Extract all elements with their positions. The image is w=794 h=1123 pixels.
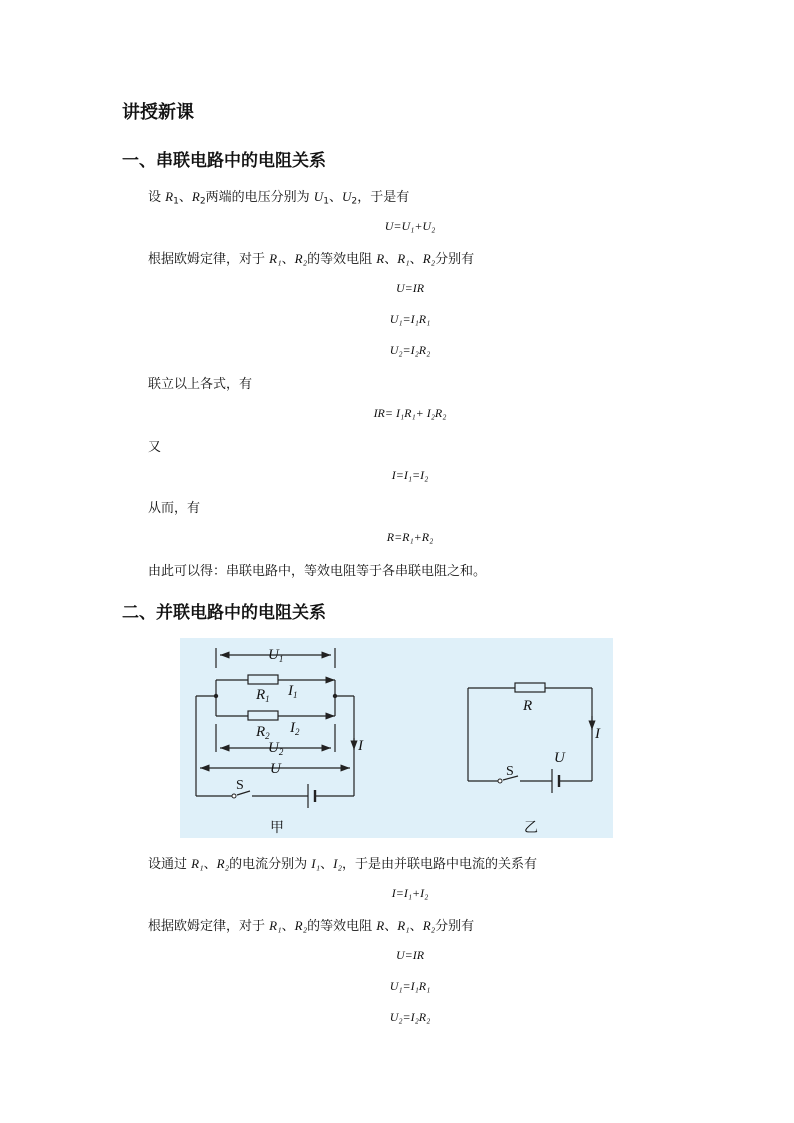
equation-11: U₂=I₂R₂ (389, 1010, 431, 1024)
equation-1: U=U₁+U₂ (384, 219, 436, 233)
caption-yi: 乙 (524, 821, 538, 836)
section1-title: 一、串联电路中的电阻关系 (122, 151, 326, 171)
circuit-figure (180, 638, 613, 838)
equation-3: U₁=I₁R₁ (389, 312, 431, 326)
caption-jia: 甲 (270, 821, 284, 836)
section1-para3: 联立以上各式，有 (148, 377, 253, 392)
right-switch-terminal (498, 779, 502, 783)
section1-para4: 又 (148, 440, 162, 455)
section2-para1: 设通过 R₁、R₂的电流分别为 I₁、I₂，于是由并联电路中电流的关系有 (148, 856, 537, 872)
switch-terminal (232, 794, 236, 798)
section1-para1: 设 $R_1$、$R_2$两端的电压分别为 $U_1$、$U_2$，于是有 (148, 189, 410, 207)
label-u: U (270, 761, 281, 777)
section1-para2: 根据欧姆定律，对于 R₁、R₂的等效电阻 R、R₁、R₂分别有 (148, 251, 475, 267)
label-i2: $I_2$ (290, 720, 300, 737)
label-right-s: S (506, 764, 514, 779)
label-right-i: I (595, 726, 600, 742)
label-u1: $U_1$ (268, 647, 284, 664)
section2-para2: 根据欧姆定律，对于 R₁、R₂的等效电阻 R、R₁、R₂分别有 (148, 918, 475, 934)
equation-4: U₂=I₂R₂ (389, 343, 431, 357)
label-r2: $R_2$ (256, 724, 270, 741)
equation-5: IR= I₁R₁+ I₂R₂ (373, 406, 447, 420)
label-i1: $I_1$ (288, 683, 298, 700)
resistor-r1 (248, 675, 278, 684)
equation-10: U₁=I₁R₁ (389, 979, 431, 993)
equation-2: U=IR (395, 281, 425, 295)
label-s: S (236, 778, 244, 793)
label-i: I (358, 738, 363, 754)
junction-dot-right (333, 694, 337, 698)
label-r: R (523, 698, 533, 714)
label-r1: $R_1$ (256, 687, 270, 704)
resistor-r (515, 683, 545, 692)
circuit-diagram (180, 638, 613, 838)
junction-dot-left (214, 694, 218, 698)
section2-title: 二、并联电路中的电阻关系 (122, 603, 326, 623)
equation-9: U=IR (395, 948, 425, 962)
section1-para5: 从而，有 (148, 501, 201, 516)
equation-8: I=I₁+I₂ (391, 886, 429, 900)
label-right-u: U (554, 750, 565, 766)
equation-7: R=R₁+R₂ (386, 530, 434, 544)
equation-6: I=I₁=I₂ (391, 468, 429, 482)
resistor-r2 (248, 711, 278, 720)
page-heading: 讲授新课 (122, 102, 194, 123)
label-u2: $U_2$ (268, 740, 284, 757)
section1-conclusion: 由此可以得：串联电路中，等效电阻等于各串联电阻之和。 (148, 564, 487, 579)
